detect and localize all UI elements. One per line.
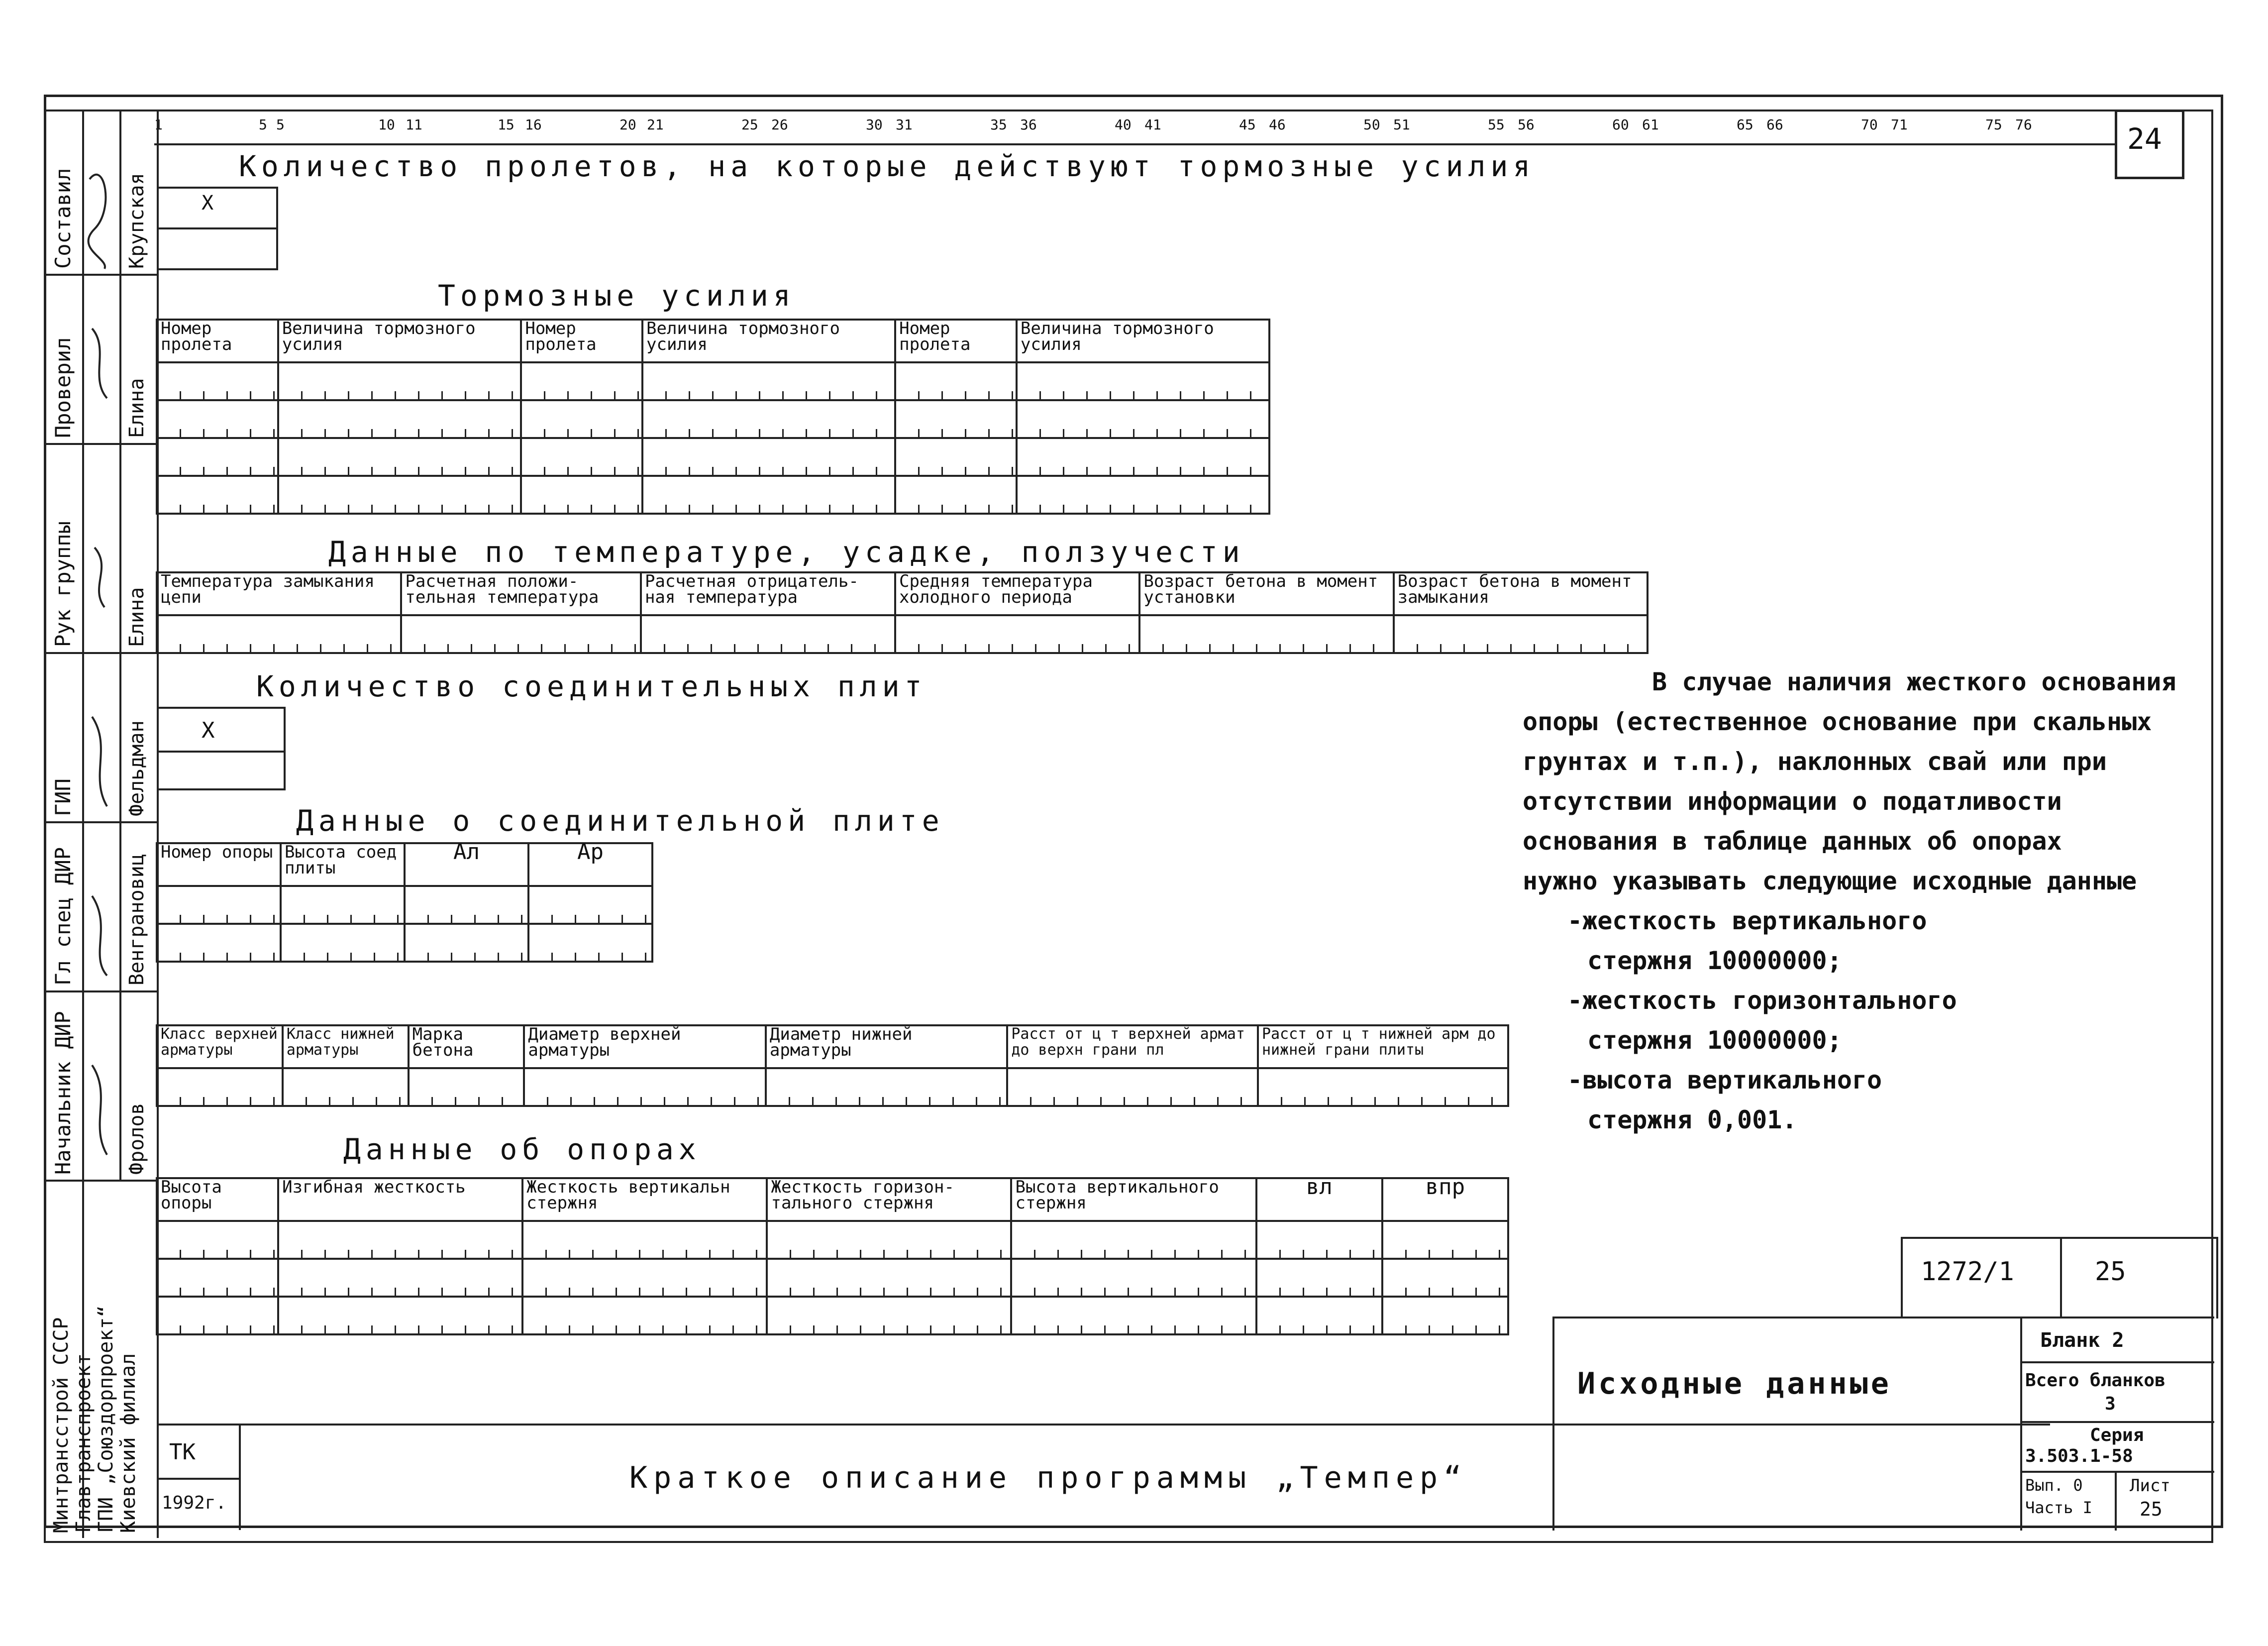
- s3-header: Средняя температура холодного периода: [895, 572, 1139, 615]
- s7-header: Жесткость горизон- тального стержня: [767, 1178, 1011, 1221]
- s6-table: [156, 1024, 1509, 1107]
- org-line: Минтрансстрой СССР: [50, 1317, 73, 1533]
- table-row: [157, 615, 1648, 653]
- s7-header: впр: [1382, 1178, 1508, 1221]
- scale-number: 51: [1393, 116, 1410, 133]
- s2-header: Величина тормозного усилия: [642, 320, 895, 362]
- scale-number: 25: [741, 116, 758, 133]
- note-line: стержня 10000000;: [1587, 1026, 1842, 1055]
- s1-box: [157, 187, 278, 270]
- s4-title: Количество соединительных плит: [256, 669, 927, 703]
- stamp-series: 3.503.1-58: [2025, 1446, 2133, 1466]
- s2-header: Величина тормозного усилия: [1017, 320, 1269, 362]
- scale-number: 16: [525, 116, 542, 133]
- s6-header: Класс нижней арматуры: [283, 1025, 409, 1068]
- note-line: -жесткость вертикального: [1567, 906, 1927, 935]
- scale-number: 71: [1891, 116, 1908, 133]
- scale-number: 20: [619, 116, 636, 133]
- s7-header: вл: [1256, 1178, 1382, 1221]
- scale-number: 11: [406, 116, 422, 133]
- s4-value: X: [202, 718, 215, 743]
- scale-number: 15: [498, 116, 515, 133]
- table-row: [157, 438, 1269, 476]
- note-line: нужно указывать следующие исходные данные: [1523, 867, 2137, 895]
- stamp-list: 25: [2140, 1498, 2163, 1520]
- stamp-series-label: Серия: [2090, 1425, 2144, 1445]
- s1-value: X: [202, 192, 214, 215]
- s7-table: [156, 1174, 1509, 1335]
- s6-header: Марка бетона: [409, 1025, 524, 1068]
- scale-number: 55: [1488, 116, 1505, 133]
- s5-header: Aл: [405, 843, 528, 886]
- table-row: [157, 886, 652, 924]
- s7-header: Изгибная жесткость: [278, 1178, 522, 1221]
- side-role: Составил: [51, 168, 75, 269]
- side-name: Фельдман: [125, 720, 148, 816]
- side-stamp: [45, 110, 159, 1538]
- note-line: -высота вертикального: [1567, 1066, 1882, 1095]
- s7-header: Жесткость вертикальн стержня: [522, 1178, 767, 1221]
- s2-title: Тормозные усилия: [438, 279, 796, 313]
- org-line: Главтранспроект: [72, 1353, 95, 1533]
- side-role: Начальник ДИР: [51, 1011, 75, 1175]
- scale-number: 50: [1363, 116, 1380, 133]
- stamp-total: 3: [2105, 1394, 2116, 1414]
- note-line: -жесткость горизонтального: [1567, 986, 1957, 1015]
- scale-number: 46: [1269, 116, 1286, 133]
- s3-table: [156, 571, 1649, 654]
- side-name: Елина: [125, 587, 148, 647]
- s4-box: [157, 707, 286, 790]
- scale-number: 10: [378, 116, 395, 133]
- org-line: Киевский филиал: [117, 1353, 140, 1533]
- stamp-part: Часть I: [2025, 1498, 2092, 1517]
- scale-number: 76: [2015, 116, 2032, 133]
- s5-title: Данные о соединительной плите: [296, 804, 944, 838]
- s2-header: Номер пролета: [157, 320, 278, 362]
- s5-header: Ap: [528, 843, 652, 886]
- stamp-total-label: Всего бланков: [2025, 1370, 2165, 1391]
- scale-number: 66: [1766, 116, 1783, 133]
- s2-header: Номер пролета: [895, 320, 1017, 362]
- table-row: [157, 362, 1269, 400]
- s6-header: Класс верхней арматуры: [157, 1025, 283, 1068]
- scale-number: 45: [1239, 116, 1256, 133]
- side-role: ГИП: [51, 778, 75, 816]
- stamp-blank: Бланк 2: [2040, 1329, 2124, 1352]
- stamp-title: Исходные данные: [1577, 1366, 1892, 1401]
- sheet-number: 24: [2127, 122, 2162, 156]
- table-row: [157, 924, 652, 962]
- s6-header: Расст от ц т верхней армат до верхн грани пл: [1007, 1025, 1258, 1068]
- table-row: [157, 476, 1269, 514]
- s3-header: Температура замыкания цепи: [157, 572, 401, 615]
- side-role: Гл спец ДИР: [51, 847, 75, 986]
- s6-header: Диаметр верхней арматуры: [524, 1025, 765, 1068]
- scale-number: 65: [1737, 116, 1753, 133]
- s6-header: Диаметр нижней арматуры: [766, 1025, 1007, 1068]
- s3-header: Возраст бетона в момент замыкания: [1394, 572, 1648, 615]
- note-line: В случае наличия жесткого основания: [1652, 667, 2176, 696]
- note-line: стержня 10000000;: [1587, 946, 1842, 975]
- s1-title: Количество пролетов, на которые действуют тормозные усилия: [239, 149, 1536, 183]
- s2-header: Номер пролета: [521, 320, 642, 362]
- table-row: [157, 1259, 1508, 1297]
- scale-number: 60: [1612, 116, 1629, 133]
- s2-header: Величина тормозного усилия: [278, 320, 521, 362]
- scale-number: 70: [1861, 116, 1878, 133]
- scale-number: 5: [276, 116, 285, 133]
- table-row: [157, 1068, 1508, 1106]
- scale-number: 31: [896, 116, 913, 133]
- table-row: [157, 400, 1269, 438]
- scale-number: 41: [1144, 116, 1161, 133]
- scale-number: 35: [990, 116, 1007, 133]
- table-row: [157, 1221, 1508, 1259]
- scale-number: 5: [259, 116, 267, 133]
- table-row: [157, 1297, 1508, 1334]
- s5-header: Номер опоры: [157, 843, 281, 886]
- stamp-list-label: Лист: [2130, 1476, 2170, 1496]
- stamp-description: Краткое описание программы „Темпер“: [629, 1460, 1468, 1495]
- note-block: [1523, 662, 2199, 1140]
- scale-number: 21: [647, 116, 664, 133]
- stamp-tk: ТК: [169, 1439, 196, 1465]
- scale-number: 75: [1985, 116, 2002, 133]
- s7-header: Высота опоры: [157, 1178, 278, 1221]
- s5-table: [156, 839, 653, 963]
- s3-header: Расчетная отрицатель- ная температура: [641, 572, 895, 615]
- side-role: Проверил: [51, 337, 75, 438]
- column-scale: [154, 113, 2115, 145]
- scale-number: 56: [1518, 116, 1535, 133]
- stamp-code: 1272/1: [1921, 1257, 2014, 1287]
- stamp-page: 25: [2095, 1257, 2126, 1287]
- scale-number: 61: [1642, 116, 1659, 133]
- scale-number: 36: [1020, 116, 1037, 133]
- side-name: Венграновиц: [125, 854, 148, 986]
- s5-header: Высота соед плиты: [281, 843, 405, 886]
- description-row: [157, 1424, 2050, 1530]
- note-line: опоры (естественное основание при скальных: [1523, 707, 2152, 736]
- stamp-year: 1992г.: [162, 1493, 227, 1513]
- s7-title: Данные об опорах: [343, 1132, 701, 1166]
- note-line: грунтах и т.п.), наклонных свай или при: [1523, 747, 2107, 776]
- side-role: Рук группы: [51, 521, 75, 647]
- note-line: отсутствии информации о податливости: [1523, 787, 2062, 816]
- scale-number: 40: [1115, 116, 1132, 133]
- stamp-vyp: Вып. 0: [2025, 1476, 2083, 1495]
- s6-header: Расст от ц т нижней арм до нижней грани плиты: [1258, 1025, 1508, 1068]
- s3-header: Расчетная положи- тельная температура: [401, 572, 641, 615]
- signature-image: [85, 119, 119, 1175]
- side-name: Крупская: [125, 173, 148, 269]
- scale-number: 26: [771, 116, 788, 133]
- org-line: ГПИ „Союздорпроект“: [95, 1305, 117, 1533]
- s3-header: Возраст бетона в момент установки: [1139, 572, 1393, 615]
- s3-title: Данные по температуре, усадке, ползучести: [328, 535, 1245, 569]
- s2-table: [156, 319, 1270, 515]
- scale-number: 1: [154, 116, 163, 133]
- side-name: Елина: [125, 378, 148, 438]
- side-name: Фролов: [125, 1102, 148, 1175]
- note-line: основания в таблице данных об опорах: [1523, 827, 2062, 856]
- s7-header: Высота вертикального стержня: [1011, 1178, 1256, 1221]
- scale-number: 30: [866, 116, 883, 133]
- note-line: стержня 0,001.: [1587, 1105, 1797, 1134]
